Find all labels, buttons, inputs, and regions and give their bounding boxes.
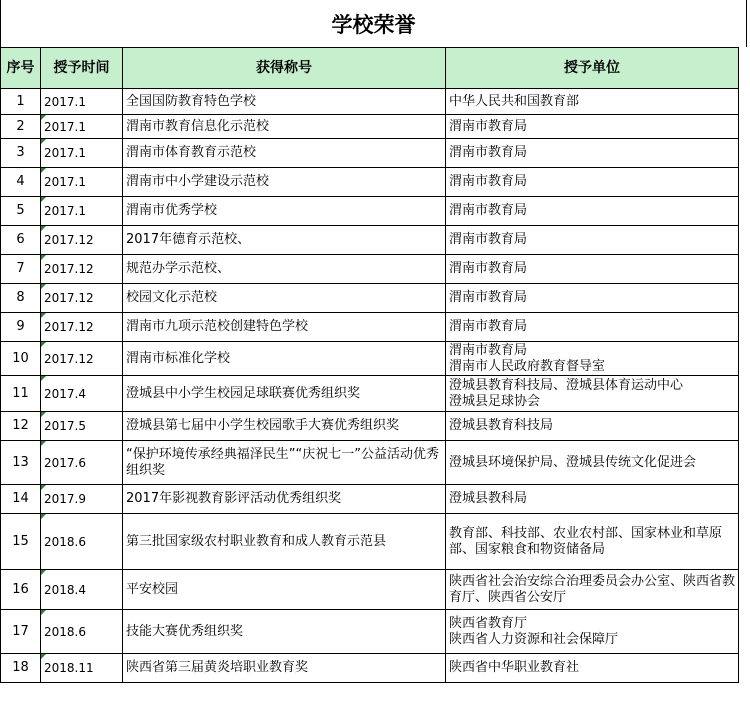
table-row (1, 376, 739, 412)
cell-number[interactable]: 17 (1, 610, 41, 654)
table-row (1, 115, 739, 139)
header-date[interactable]: 授予时间 (41, 48, 123, 89)
cell-number[interactable]: 18 (1, 654, 41, 683)
cell-awarding-unit[interactable]: 渭南市教育局 (446, 139, 739, 168)
cell-honor-name[interactable]: 渭南市体育教育示范校 (123, 139, 446, 168)
cell-awarding-unit[interactable]: 澄城县教科局 (446, 485, 739, 514)
table-row (1, 255, 739, 284)
cell-awarding-unit[interactable]: 陕西省教育厅 陕西省人力资源和社会保障厅 (446, 610, 739, 654)
cell-awarding-unit[interactable]: 渭南市教育局 (446, 284, 739, 313)
cell-honor-name[interactable]: 全国国防教育特色学校 (123, 89, 446, 115)
table-row (1, 89, 739, 115)
cell-date[interactable]: 2017.5 (41, 412, 123, 441)
cell-honor-name[interactable]: 校园文化示范校 (123, 284, 446, 313)
cell-number[interactable]: 2 (1, 115, 41, 139)
cell-date[interactable]: 2017.12 (41, 226, 123, 255)
cell-honor-name[interactable]: 渭南市标准化学校 (123, 342, 446, 376)
cell-date[interactable]: 2018.6 (41, 610, 123, 654)
cell-honor-name[interactable]: 技能大赛优秀组织奖 (123, 610, 446, 654)
cell-awarding-unit[interactable]: 陕西省社会治安综合治理委员会办公室、陕西省教育厅、陕西省公安厅 (446, 570, 739, 610)
table-row (1, 485, 739, 514)
table-row (1, 197, 739, 226)
cell-honor-name[interactable]: 2017年德育示范校、 (123, 226, 446, 255)
cell-awarding-unit[interactable]: 渭南市教育局 (446, 313, 739, 342)
cell-date[interactable]: 2018.6 (41, 514, 123, 570)
cell-number[interactable]: 8 (1, 284, 41, 313)
cell-date[interactable]: 2017.1 (41, 89, 123, 115)
header-row (1, 48, 739, 89)
cell-date[interactable]: 2017.12 (41, 284, 123, 313)
header-honor-name[interactable]: 获得称号 (123, 48, 446, 89)
cell-date[interactable]: 2017.1 (41, 197, 123, 226)
cell-number[interactable]: 7 (1, 255, 41, 284)
cell-honor-name[interactable]: 规范办学示范校、 (123, 255, 446, 284)
table-row (1, 342, 739, 376)
cell-date[interactable]: 2017.12 (41, 313, 123, 342)
cell-awarding-unit[interactable]: 渭南市教育局 (446, 197, 739, 226)
cell-number[interactable]: 15 (1, 514, 41, 570)
cell-date[interactable]: 2017.9 (41, 485, 123, 514)
cell-number[interactable]: 5 (1, 197, 41, 226)
cell-number[interactable]: 11 (1, 376, 41, 412)
cell-awarding-unit[interactable]: 澄城县环境保护局、澄城县传统文化促进会 (446, 441, 739, 485)
cell-honor-name[interactable]: “保护环境传承经典福泽民生”“庆祝七一”公益活动优秀组织奖 (123, 441, 446, 485)
cell-awarding-unit[interactable]: 澄城县教育科技局、澄城县体育运动中心 澄城县足球协会 (446, 376, 739, 412)
cell-honor-name[interactable]: 澄城县第七届中小学生校园歌手大赛优秀组织奖 (123, 412, 446, 441)
table-row (1, 412, 739, 441)
cell-honor-name[interactable]: 渭南市教育信息化示范校 (123, 115, 446, 139)
cell-number[interactable]: 10 (1, 342, 41, 376)
cell-awarding-unit[interactable]: 中华人民共和国教育部 (446, 89, 739, 115)
cell-number[interactable]: 6 (1, 226, 41, 255)
cell-honor-name[interactable]: 2017年影视教育影评活动优秀组织奖 (123, 485, 446, 514)
cell-number[interactable]: 16 (1, 570, 41, 610)
cell-honor-name[interactable]: 第三批国家级农村职业教育和成人教育示范县 (123, 514, 446, 570)
cell-number[interactable]: 3 (1, 139, 41, 168)
cell-number[interactable]: 4 (1, 168, 41, 197)
cell-number[interactable]: 9 (1, 313, 41, 342)
cell-honor-name[interactable]: 平安校园 (123, 570, 446, 610)
table-body (1, 89, 739, 683)
cell-date[interactable]: 2017.1 (41, 139, 123, 168)
cell-honor-name[interactable]: 渭南市九项示范校创建特色学校 (123, 313, 446, 342)
cell-awarding-unit[interactable]: 渭南市教育局 (446, 115, 739, 139)
table-row (1, 514, 739, 570)
cell-awarding-unit[interactable]: 渭南市教育局 (446, 226, 739, 255)
table-row (1, 226, 739, 255)
table-row (1, 610, 739, 654)
table-row (1, 139, 739, 168)
table-row (1, 168, 739, 197)
cell-date[interactable]: 2018.11 (41, 654, 123, 683)
table-row (1, 313, 739, 342)
cell-date[interactable]: 2017.4 (41, 376, 123, 412)
sheet-title: 学校荣誉 (0, 0, 747, 47)
cell-number[interactable]: 14 (1, 485, 41, 514)
header-awarding-unit[interactable]: 授予单位 (446, 48, 739, 89)
cell-honor-name[interactable]: 渭南市中小学建设示范校 (123, 168, 446, 197)
header-number[interactable]: 序号 (1, 48, 41, 89)
cell-honor-name[interactable]: 渭南市优秀学校 (123, 197, 446, 226)
cell-number[interactable]: 12 (1, 412, 41, 441)
cell-date[interactable]: 2017.1 (41, 115, 123, 139)
cell-date[interactable]: 2017.12 (41, 342, 123, 376)
cell-date[interactable]: 2018.4 (41, 570, 123, 610)
table-row (1, 284, 739, 313)
honors-table (0, 47, 739, 683)
cell-date[interactable]: 2017.1 (41, 168, 123, 197)
cell-awarding-unit[interactable]: 渭南市教育局 (446, 168, 739, 197)
cell-number[interactable]: 1 (1, 89, 41, 115)
table-row (1, 654, 739, 683)
cell-awarding-unit[interactable]: 陕西省中华职业教育社 (446, 654, 739, 683)
table-row (1, 441, 739, 485)
cell-awarding-unit[interactable]: 澄城县教育科技局 (446, 412, 739, 441)
cell-awarding-unit[interactable]: 渭南市教育局 渭南市人民政府教育督导室 (446, 342, 739, 376)
cell-number[interactable]: 13 (1, 441, 41, 485)
cell-awarding-unit[interactable]: 教育部、科技部、农业农村部、国家林业和草原部、国家粮食和物资储备局 (446, 514, 739, 570)
cell-honor-name[interactable]: 澄城县中小学生校园足球联赛优秀组织奖 (123, 376, 446, 412)
table-row (1, 570, 739, 610)
cell-date[interactable]: 2017.6 (41, 441, 123, 485)
cell-awarding-unit[interactable]: 渭南市教育局 (446, 255, 739, 284)
cell-date[interactable]: 2017.12 (41, 255, 123, 284)
cell-honor-name[interactable]: 陕西省第三届黄炎培职业教育奖 (123, 654, 446, 683)
